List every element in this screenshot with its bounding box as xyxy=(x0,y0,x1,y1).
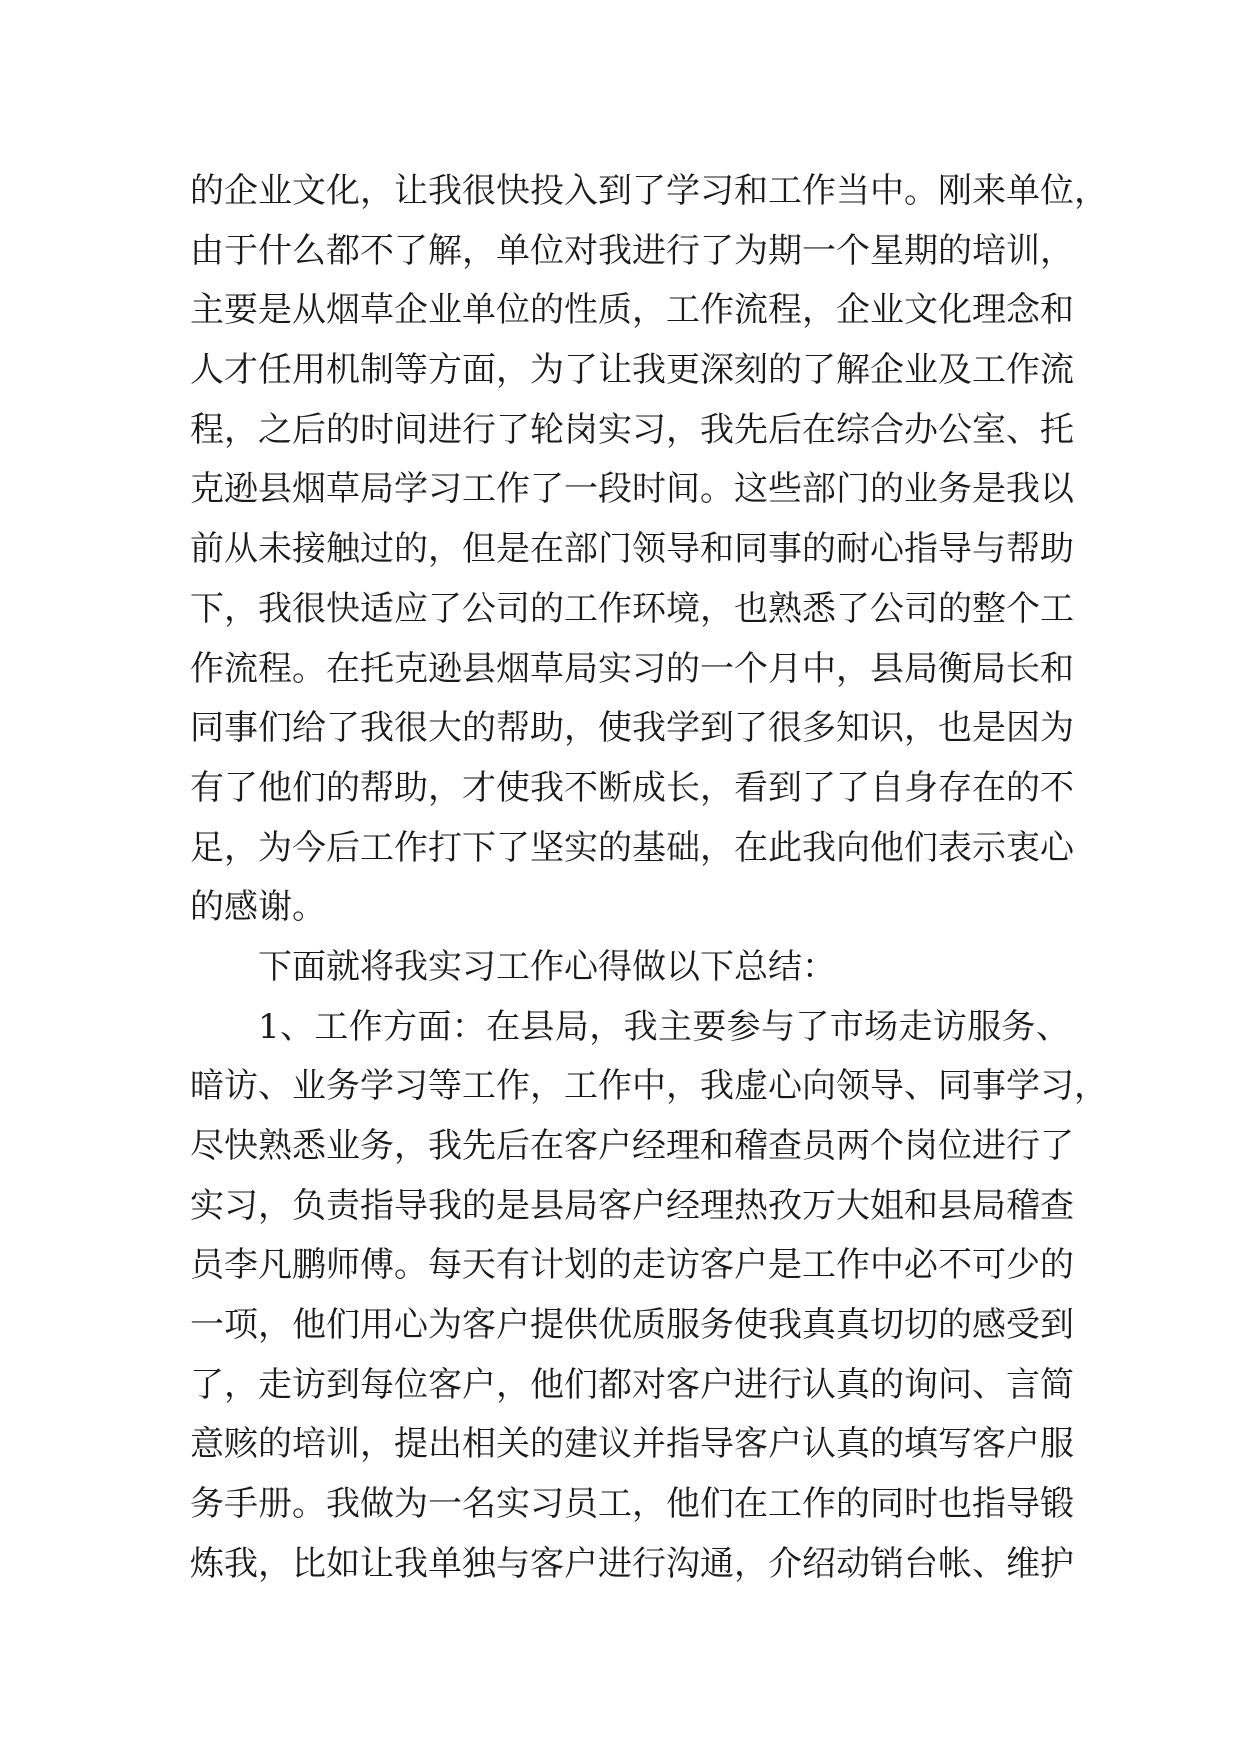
text-line: 主 要 是 从 烟 草 企 业 单 位 的 性 质 ， 工 作 流 程 ， 企 业 文 化 理 念 和 xyxy=(190,290,1074,331)
text-line: 的 企 业 文 化 ， 让 我 很 快 投 入 到 了 学 习 和 工 作 当 中 。 刚 来 单 位 ， xyxy=(190,171,1108,211)
text-line: 了 ， 走 访 到 每 位 客 户 ， 他 们 都 对 客 户 进 行 认 真 的 询 问 、 言 简 xyxy=(190,1364,1074,1405)
text-line: 有 了 他 们 的 帮 助 ， 才 使 我 不 断 成 长 ， 看 到 了 了 自 身 存 在 的 不 xyxy=(190,767,1074,808)
text-line: 炼 我 ， 比 如 让 我 单 独 与 客 户 进 行 沟 通 ， 介 绍 动 销 台 帐 、 维 护 xyxy=(190,1543,1074,1584)
text-line: 作 流 程 。 在 托 克 逊 县 烟 草 局 实 习 的 一 个 月 中 ， 县 局 衡 局 长 和 xyxy=(190,648,1074,689)
text-line: 的感谢。 xyxy=(190,887,326,928)
text-line: 前 从 未 接 触 过 的 ， 但 是 在 部 门 领 导 和 同 事 的 耐 心 指 导 与 帮 助 xyxy=(190,529,1074,570)
text-line: 1 、 工 作 方 面 ： 在 县 局 ， 我 主 要 参 与 了 市 场 走 访 服 务 、 xyxy=(258,1006,1070,1047)
text-line: 人 才 任 用 机 制 等 方 面 ， 为 了 让 我 更 深 刻 的 了 解 企 业 及 工 作 流 xyxy=(190,350,1074,391)
text-line: 同 事 们 给 了 我 很 大 的 帮 助 ， 使 我 学 到 了 很 多 知 识 ， 也 是 因 为 xyxy=(190,708,1074,749)
text-line: 由 于 什 么 都 不 了 解 ， 单 位 对 我 进 行 了 为 期 一 个 星 期 的 培 训 ， xyxy=(190,230,1074,271)
text-line: 务 手 册 。 我 做 为 一 名 实 习 员 工 ， 他 们 在 工 作 的 同 时 也 指 导 锻 xyxy=(190,1484,1074,1525)
text-line: 程 ， 之 后 的 时 间 进 行 了 轮 岗 实 习 ， 我 先 后 在 综 合 办 公 室 、 托 xyxy=(190,409,1074,450)
text-line: 下 ， 我 很 快 适 应 了 公 司 的 工 作 环 境 ， 也 熟 悉 了 公 司 的 整 个 工 xyxy=(190,588,1074,629)
text-line: 一 项 ， 他 们 用 心 为 客 户 提 供 优 质 服 务 使 我 真 真 切 切 的 感 受 到 xyxy=(190,1305,1074,1346)
text-line: 暗 访 、 业 务 学 习 等 工 作 ， 工 作 中 ， 我 虚 心 向 领 导 、 同 事 学 习 ， xyxy=(190,1066,1108,1107)
text-line: 员 李 凡 鹏 师 傅 。 每 天 有 计 划 的 走 访 客 户 是 工 作 中 必 不 可 少 的 xyxy=(190,1245,1074,1286)
body-text xyxy=(190,162,1108,1595)
text-line: 实 习 ， 负 责 指 导 我 的 是 县 局 客 户 经 理 热 孜 万 大 姐 和 县 局 稽 查 xyxy=(190,1185,1074,1226)
text-line: 尽 快 熟 悉 业 务 ， 我 先 后 在 客 户 经 理 和 稽 查 员 两 个 岗 位 进 行 了 xyxy=(190,1126,1074,1166)
text-line: 下面就将我实习工作心得做以下总结： xyxy=(258,946,836,987)
text-line: 意 赅 的 培 训 ， 提 出 相 关 的 建 议 并 指 导 客 户 认 真 的 填 写 客 户 服 xyxy=(190,1424,1074,1465)
text-line: 足 ， 为 今 后 工 作 打 下 了 坚 实 的 基 础 ， 在 此 我 向 他 们 表 示 衷 心 xyxy=(190,827,1074,868)
text-line: 克 逊 县 烟 草 局 学 习 工 作 了 一 段 时 间 。 这 些 部 门 的 业 务 是 我 以 xyxy=(190,469,1074,510)
